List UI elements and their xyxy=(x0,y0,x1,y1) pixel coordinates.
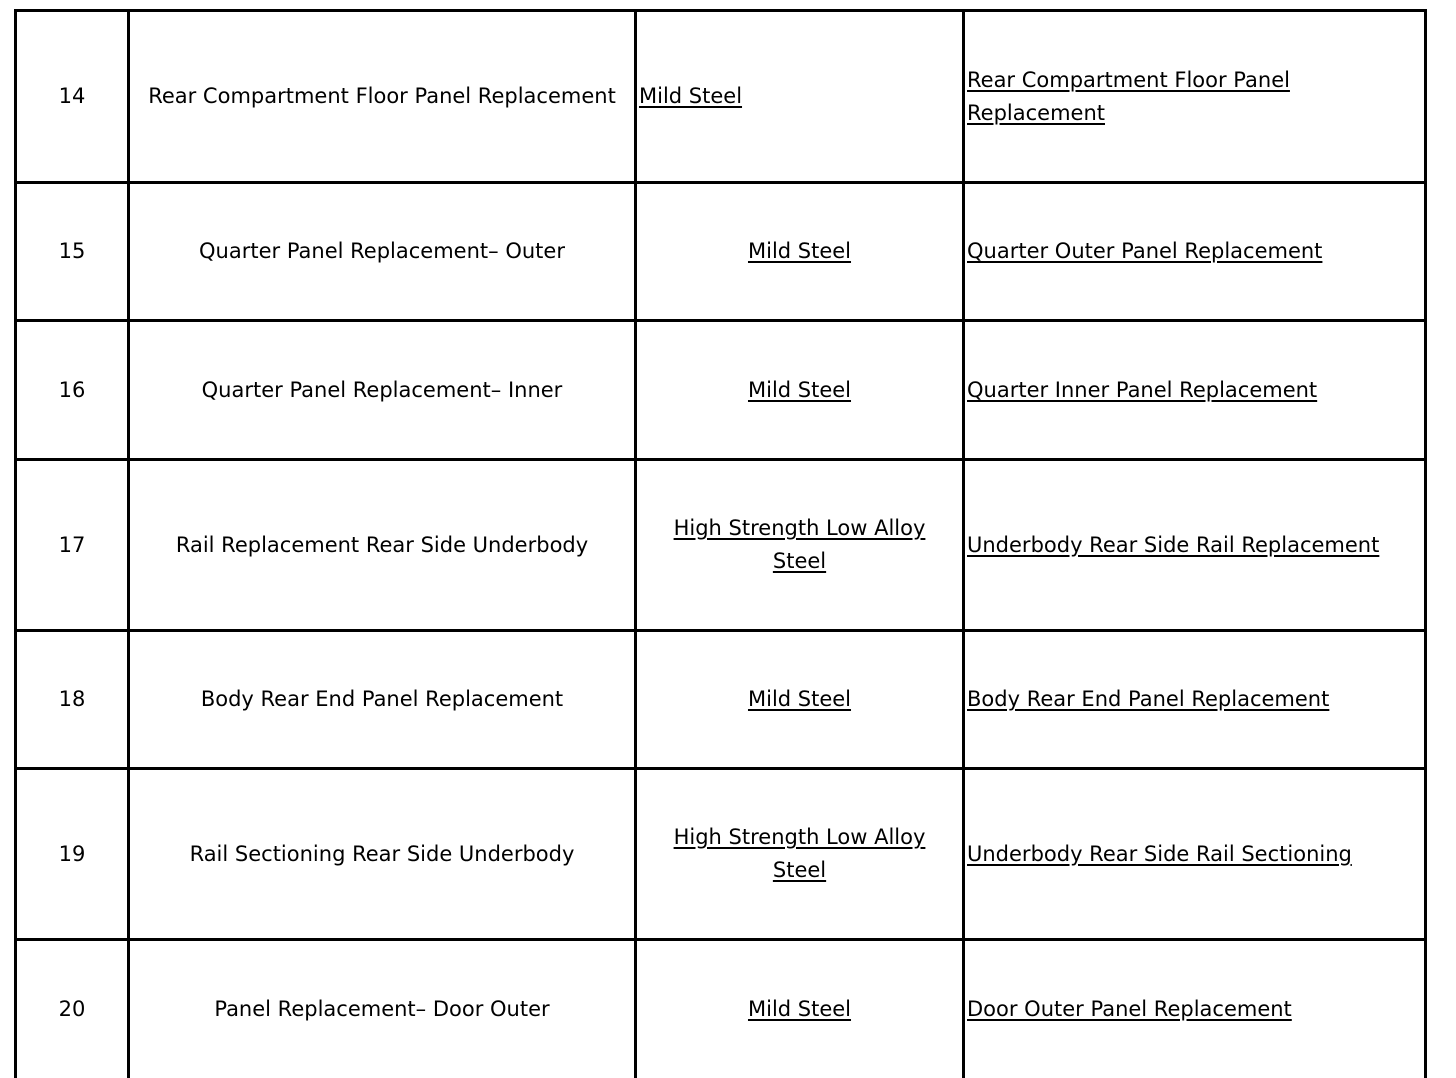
material-cell xyxy=(634,12,962,181)
procedure-name: Rail Replacement Rear Side Underbody xyxy=(127,461,634,629)
procedure-link[interactable]: Quarter Inner Panel Replacement xyxy=(967,377,1318,402)
material-cell xyxy=(634,632,962,767)
procedure-link[interactable]: Underbody Rear Side Rail Replacement xyxy=(967,532,1380,557)
procedure-link[interactable]: Underbody Rear Side Rail Sectioning xyxy=(967,841,1352,866)
row-number: 17 xyxy=(14,461,127,629)
table-row xyxy=(14,458,1427,629)
procedure-link-cell xyxy=(962,941,1427,1078)
table-row xyxy=(14,319,1427,458)
procedure-link-cell xyxy=(962,632,1427,767)
procedure-name: Body Rear End Panel Replacement xyxy=(127,632,634,767)
procedure-link[interactable]: Body Rear End Panel Replacement xyxy=(967,687,1330,711)
procedure-link-cell xyxy=(962,184,1427,319)
procedure-link-cell xyxy=(962,461,1427,629)
procedure-name: Rail Sectioning Rear Side Underbody xyxy=(127,770,634,938)
material-link[interactable]: Mild Steel xyxy=(747,239,852,263)
row-number: 18 xyxy=(14,632,127,767)
table-row xyxy=(14,181,1427,319)
material-cell xyxy=(634,770,962,938)
material-link[interactable]: Mild Steel xyxy=(747,377,852,402)
procedure-link[interactable]: Door Outer Panel Replacement xyxy=(967,997,1292,1021)
table-row xyxy=(14,767,1427,938)
row-number: 15 xyxy=(14,184,127,319)
table-row xyxy=(14,938,1427,1078)
repair-procedures-table xyxy=(14,9,1427,1078)
procedure-name: Panel Replacement– Door Outer xyxy=(127,941,634,1078)
row-number: 16 xyxy=(14,322,127,458)
material-link[interactable]: Mild Steel xyxy=(747,997,852,1021)
procedure-link[interactable]: Quarter Outer Panel Replacement xyxy=(967,239,1323,263)
material-cell xyxy=(634,322,962,458)
row-number: 14 xyxy=(14,12,127,181)
material-link[interactable]: Mild Steel xyxy=(747,687,852,711)
row-number: 20 xyxy=(14,941,127,1078)
table-row xyxy=(14,9,1427,181)
table-row xyxy=(14,629,1427,767)
procedure-link[interactable]: Rear Compartment Floor Panel Replacement xyxy=(967,67,1290,125)
procedure-name: Quarter Panel Replacement– Inner xyxy=(127,322,634,458)
procedure-name: Quarter Panel Replacement– Outer xyxy=(127,184,634,319)
procedure-link-cell xyxy=(962,770,1427,938)
material-cell xyxy=(634,184,962,319)
material-cell xyxy=(634,941,962,1078)
row-number: 19 xyxy=(14,770,127,938)
procedure-link-cell xyxy=(962,322,1427,458)
procedure-link-cell xyxy=(962,12,1427,181)
material-link[interactable]: Mild Steel xyxy=(639,84,743,108)
material-link[interactable]: High Strength Low Alloy Steel xyxy=(673,825,926,882)
material-link[interactable]: High Strength Low Alloy Steel xyxy=(673,516,926,573)
procedure-name: Rear Compartment Floor Panel Replacement xyxy=(127,12,634,181)
material-cell xyxy=(634,461,962,629)
